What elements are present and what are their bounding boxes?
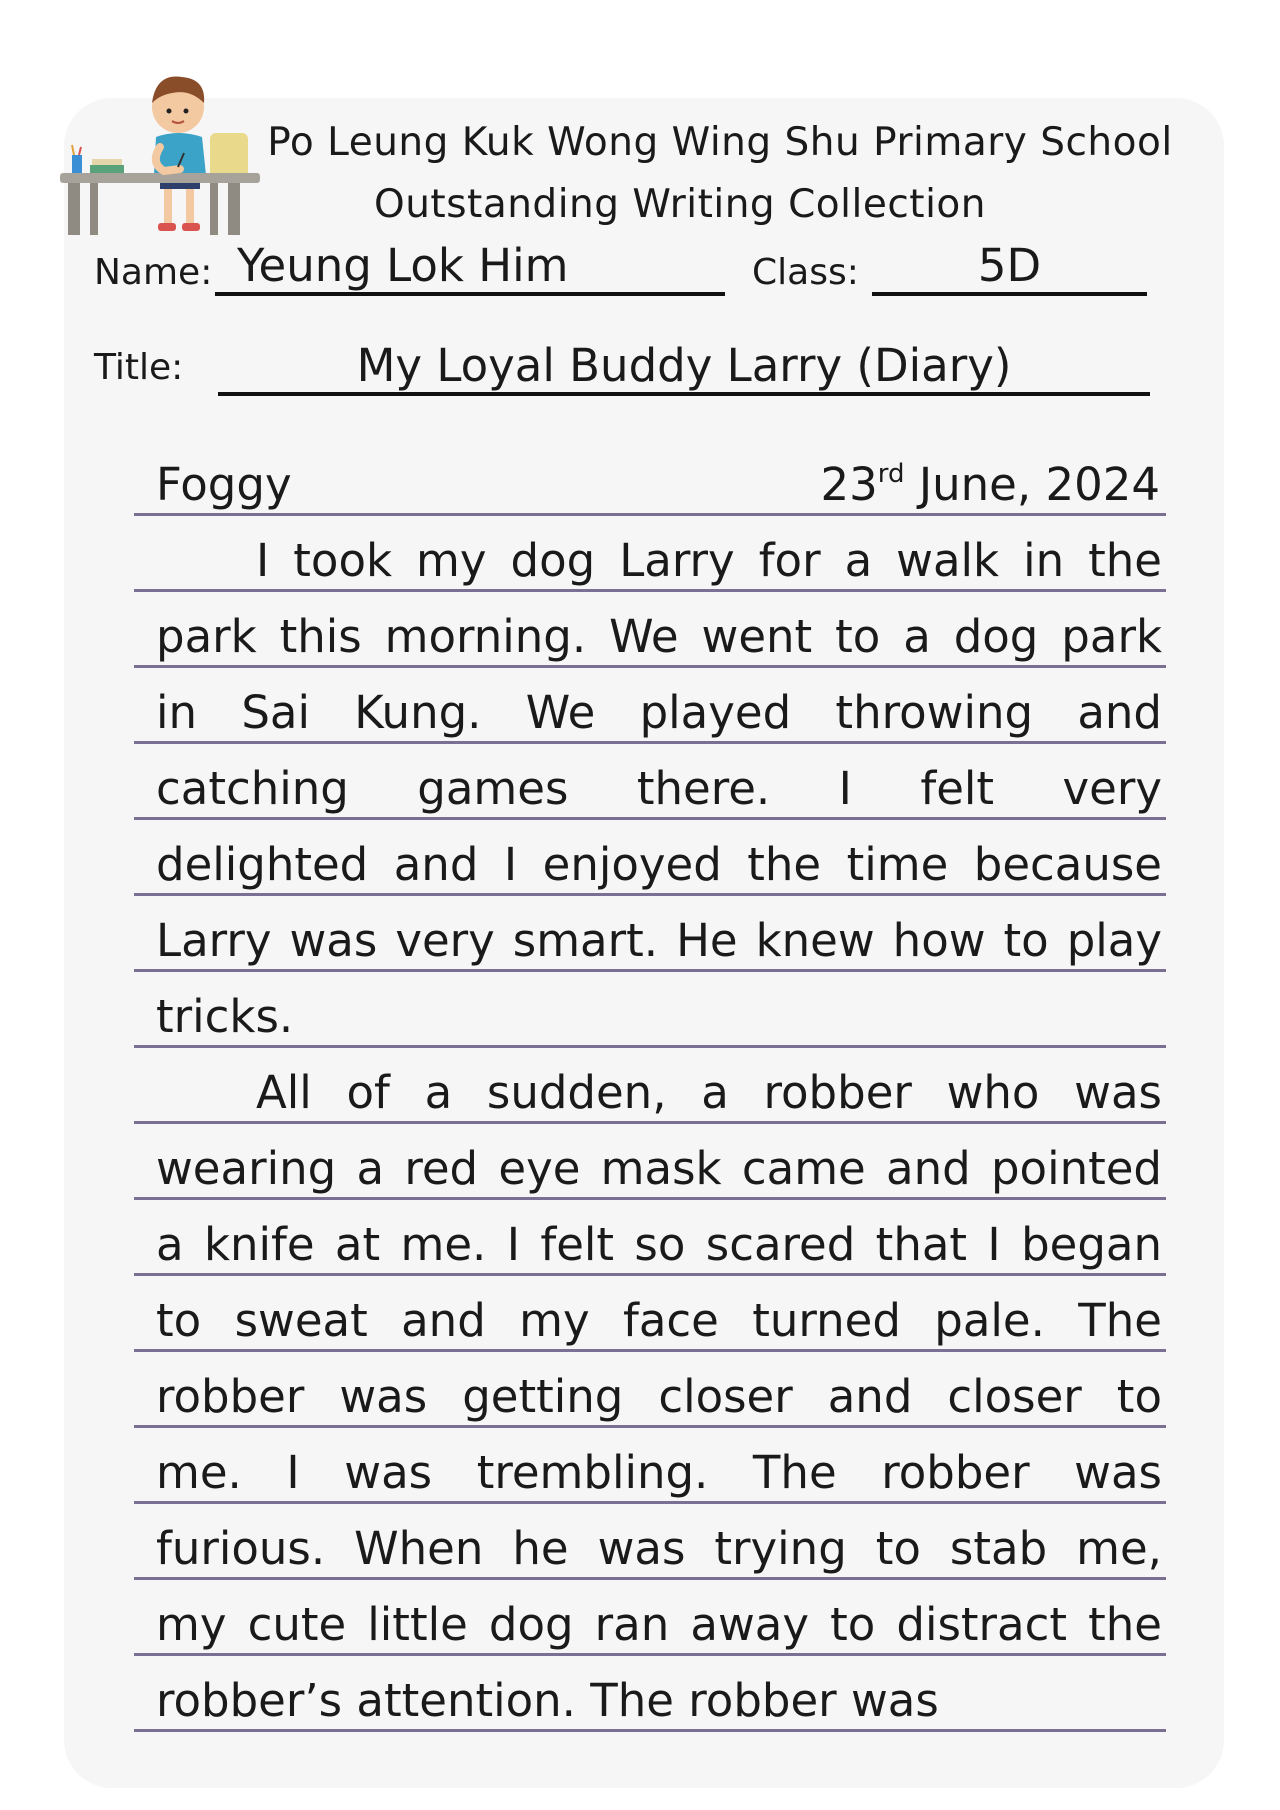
text-line-content: I took my dog Larry for a walk in the [256,534,1162,587]
text-line-content: in Sai Kung. We played throwing and [156,686,1162,739]
text-line [134,1352,1166,1428]
text-line [134,1200,1166,1276]
date-day: 23 [820,458,878,511]
text-line-content: All of a sudden, a robber who was [256,1066,1162,1119]
text-line [134,1580,1166,1656]
collection-title: Outstanding Writing Collection [374,182,986,227]
ruled-writing-area [134,440,1166,1732]
text-line [134,1428,1166,1504]
text-line-content: me. I was trembling. The robber was [156,1446,1162,1499]
text-line [134,592,1166,668]
student-name: Yeung Lok Him [215,240,725,296]
text-line-content: tricks. [156,990,294,1043]
text-line-content: to sweat and my face turned pale. The [156,1294,1162,1347]
text-line [134,1276,1166,1352]
school-name: Po Leung Kuk Wong Wing Shu Primary School [267,120,1173,165]
text-line-content: catching games there. I felt very [156,762,1162,815]
text-line [134,1656,1166,1732]
date-suffix: rd [877,459,905,489]
title-label: Title: [94,347,184,388]
diary-header-line [134,440,1166,516]
text-line [134,820,1166,896]
text-line [134,1504,1166,1580]
student-class: 5D [872,240,1147,296]
text-line-content: delighted and I enjoyed the time because [156,838,1162,891]
text-line [134,1124,1166,1200]
text-line [134,1048,1166,1124]
text-line [134,516,1166,592]
text-line [134,668,1166,744]
text-line [134,744,1166,820]
text-line [134,896,1166,972]
text-line-content: park this morning. We went to a dog park [156,610,1162,663]
text-line-content: robber was getting closer and closer to [156,1370,1162,1423]
date-rest: June, 2024 [918,458,1160,511]
text-line-content: wearing a red eye mask came and pointed [156,1142,1162,1195]
text-line-content: furious. When he was trying to stab me, [156,1522,1162,1575]
diary-date [821,446,1160,513]
text-line [134,972,1166,1048]
class-label: Class: [752,252,859,293]
text-line-content: my cute little dog ran away to distract the [156,1598,1162,1651]
text-line-content: Larry was very smart. He knew how to play [156,914,1162,967]
essay-title: My Loyal Buddy Larry (Diary) [218,340,1150,396]
weather: Foggy [156,458,292,511]
text-line-content: a knife at me. I felt so scared that I began [156,1218,1162,1271]
text-line-content: robber’s attention. The robber was [156,1674,939,1727]
book-stack [90,165,124,173]
name-label: Name: [94,252,213,293]
